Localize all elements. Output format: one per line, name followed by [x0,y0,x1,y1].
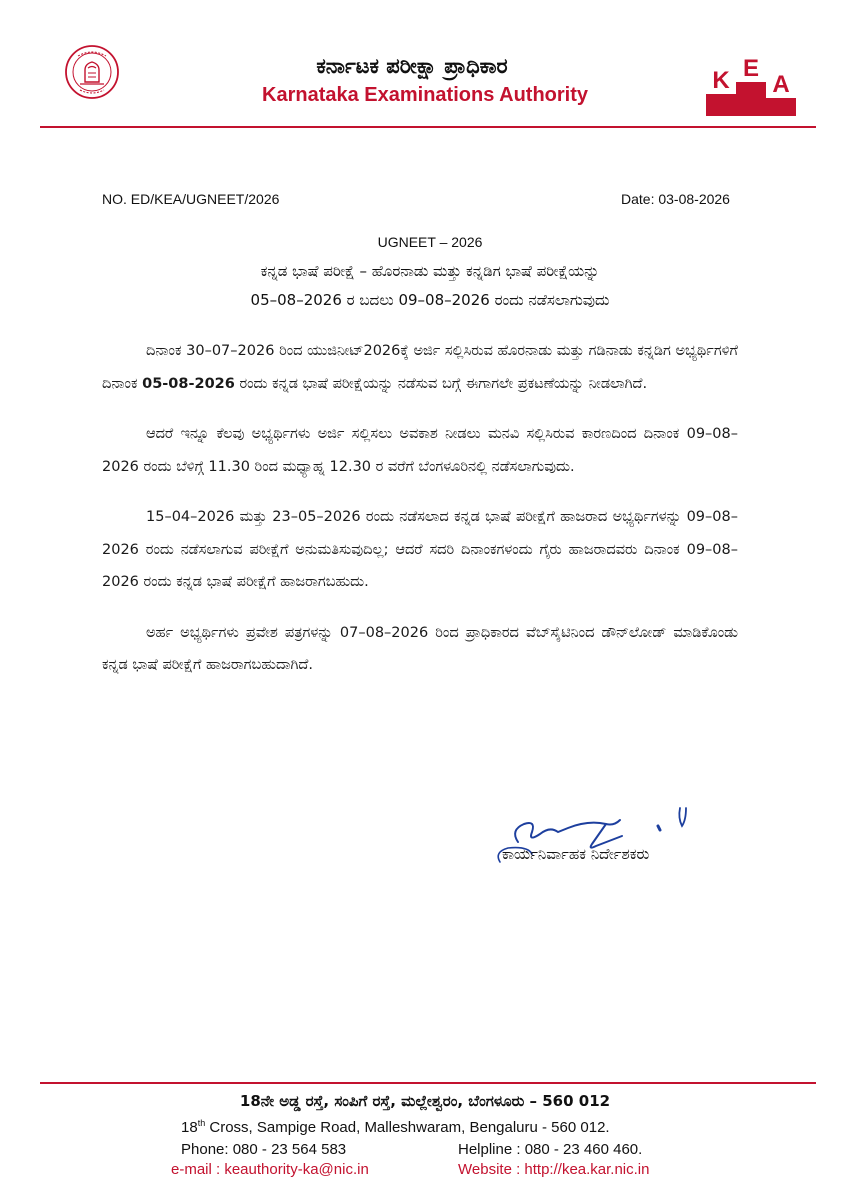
footer-address-kannada: 18ನೇ ಅಡ್ಡ ರಸ್ತೆ, ಸಂಪಿಗೆ ರಸ್ತೆ, ಮಲ್ಲೇಶ್ವರಂ, ಬೆಂಗಳೂರು – 560 012 [239,1092,611,1110]
paragraph-1-bold-date: 05-08-2026 [142,375,235,392]
footer-address-number: 18 [181,1119,198,1136]
paragraph-1 [102,335,738,400]
header-divider [40,126,816,128]
footer-address-ordinal: th [197,1118,206,1128]
footer-divider [40,1082,816,1084]
subject-line-3: 05–08–2026 ರ ಬದಲು 09–08–2026 ರಂದು ನಡೆಸಲಾಗುವುದು [250,291,610,309]
signatory-designation: ಕಾರ್ಯನಿರ್ವಾಹಕ ನಿರ್ದೇಶಕರು [502,845,650,863]
paragraph-2: ಆದರೆ ಇನ್ನೂ ಕೆಲವು ಅಭ್ಯರ್ಥಿಗಳು ಅರ್ಜಿ ಸಲ್ಲಿಸಲು ಅವಕಾಶ ನೀಡಲು ಮನವಿ ಸಲ್ಲಿಸಿರುವ ಕಾರಣದಿಂದ ದಿನಾಂಕ 09–08–2026 ರಂದು ಬೆಳಿಗ್ಗೆ 11.30 ರಿಂದ ಮಧ್ಯಾಹ್ನ 12.30 ರ ವರೆಗೆ ಬೆಂಗಳೂರಿನಲ್ಲಿ ನಡೆಸಲಾಗುವುದು. [102,426,738,475]
kea-logo [702,48,798,116]
document-date: Date: 03-08-2026 [621,191,730,207]
paragraph-1-start: ದಿನಾಂಕ 30–07–2026 ರಿಂದ ಯುಜಿನೀಟ್2026ಕ್ಕೆ ಅರ್ಜಿ ಸಲ್ಲಿಸಿರುವ ಹೊರನಾಡು ಮತ್ತು ಗಡಿನಾಡು ಕನ್ನಡಿಗ ಅಭ್ಯರ್ಥಿಗಳಿಗೆ ದಿನಾಂಕ [102,343,738,392]
government-seal-icon [64,44,120,100]
subject-line-1: UGNEET – 2026 [377,234,483,250]
paragraph-1-end: ರಂದು ಕನ್ನಡ ಭಾಷೆ ಪರೀಕ್ಷೆಯನ್ನು ನಡೆಸುವ ಬಗ್ಗೆ ಈಗಾಗಲೇ ಪ್ರಕಟಣೆಯನ್ನು ನೀಡಲಾಗಿದೆ. [234,375,648,392]
reference-number: NO. ED/KEA/UGNEET/2026 [102,191,280,207]
footer-website-link[interactable]: Website : http://kea.kar.nic.in [458,1161,650,1178]
footer-helpline: Helpline : 080 - 23 460 460. [458,1141,643,1158]
svg-text:A: A [772,71,790,98]
footer-address-english [181,1118,610,1136]
svg-text:E: E [742,55,760,82]
svg-text:K: K [712,67,730,94]
subject-block [150,228,710,315]
notice-body [102,335,738,700]
header-title-english: Karnataka Examinations Authority [262,84,589,106]
footer-phone: Phone: 080 - 23 564 583 [181,1141,347,1158]
paragraph-4: ಅರ್ಹ ಅಭ್ಯರ್ಥಿಗಳು ಪ್ರವೇಶ ಪತ್ರಗಳನ್ನು 07–08–2026 ರಿಂದ ಪ್ರಾಧಿಕಾರದ ವೆಬ್‌ಸೈಟಿನಿಂದ ಡೌನ್‌ಲೋಡ್ ಮಾಡಿಕೊಂಡು ಕನ್ನಡ ಭಾಷೆ ಪರೀಕ್ಷೆಗೆ ಹಾಜರಾಗಬಹುದಾಗಿದೆ. [102,624,738,673]
header-title-kannada: ಕರ್ನಾಟಕ ಪರೀಕ್ಷಾ ಪ್ರಾಧಿಕಾರ [316,54,508,78]
subject-line-2: ಕನ್ನಡ ಭಾಷೆ ಪರೀಕ್ಷೆ – ಹೊರನಾಡು ಮತ್ತು ಕನ್ನಡಿಗ ಭಾಷೆ ಪರೀಕ್ಷೆಯನ್ನು [260,262,600,280]
footer-email-link[interactable]: e-mail : keauthority-ka@nic.in [171,1161,369,1178]
footer-address-rest: Cross, Sampige Road, Malleshwaram, Bengaluru - 560 012. [205,1119,610,1136]
paragraph-3: 15–04–2026 ಮತ್ತು 23–05–2026 ರಂದು ನಡೆಸಲಾದ ಕನ್ನಡ ಭಾಷೆ ಪರೀಕ್ಷೆಗೆ ಹಾಜರಾದ ಅಭ್ಯರ್ಥಿಗಳನ್ನು 09–08–2026 ರಂದು ನಡೆಸಲಾಗುವ ಪರೀಕ್ಷೆಗೆ ಅನುಮತಿಸುವುದಿಲ್ಲ; ಆದರೆ ಸದರಿ ದಿನಾಂಕಗಳಂದು ಗೈರು ಹಾಜರಾದವರು ದಿನಾಂಕ 09–08–2026 ರಂದು ಕನ್ನಡ ಭಾಷೆ ಪರೀಕ್ಷೆಗೆ ಹಾಜರಾಗಬಹುದು. [102,509,738,590]
